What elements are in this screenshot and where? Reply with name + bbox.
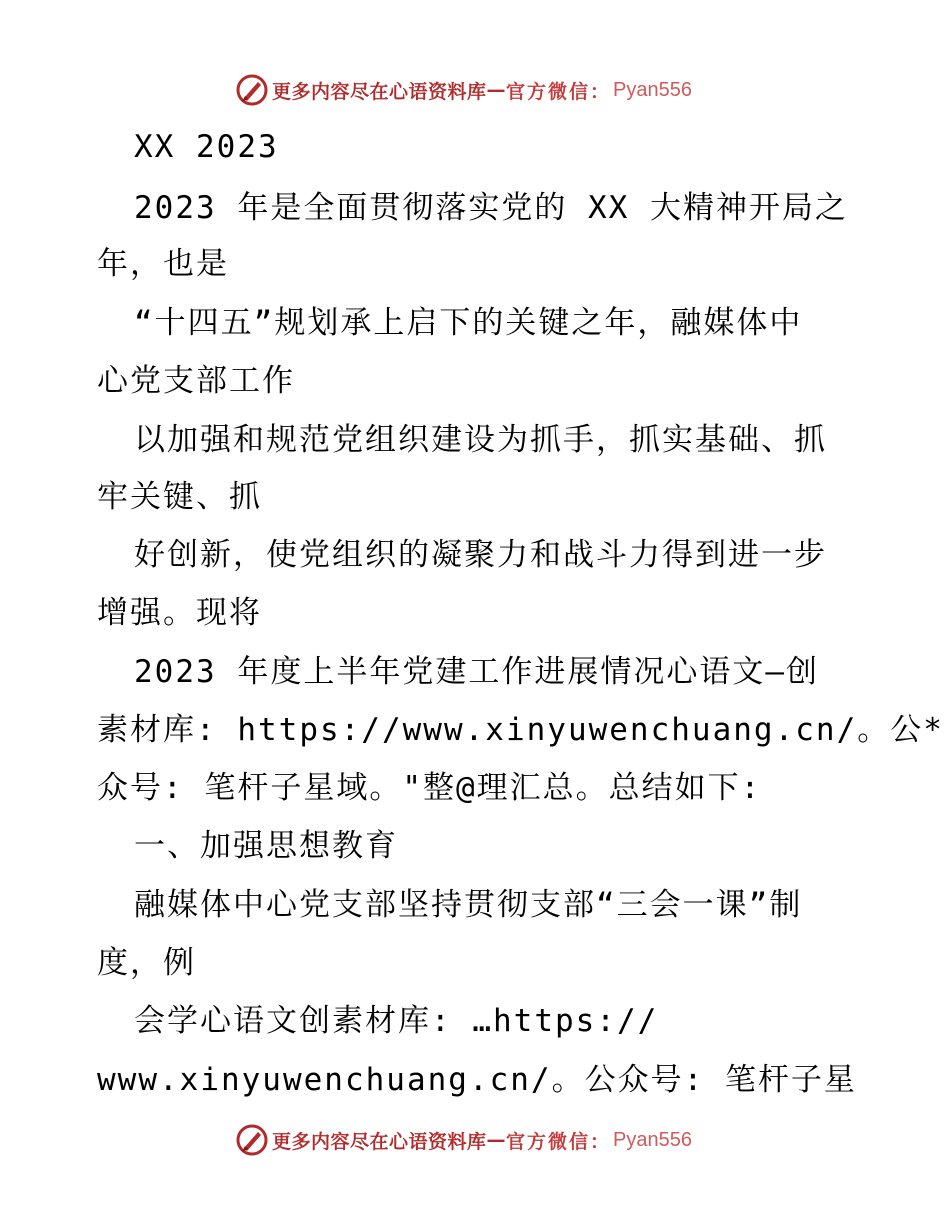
pen-logo-icon — [236, 1124, 268, 1156]
watermark-dash: — — [486, 79, 507, 101]
paragraph-line: 以加强和规范党组织建设为抓手，抓实基础、抓 — [134, 422, 827, 458]
section-heading: 一、加强思想教育 — [134, 828, 398, 864]
paragraph-line: “十四五”规划承上启下的关键之年，融媒体中 — [134, 305, 803, 341]
paragraph-line: 2023 年度上半年党建工作进展情况心语文—创 — [134, 654, 819, 690]
paragraph-line: 素材库: https://www.xinyuwenchuang.cn/。公* — [97, 712, 944, 748]
watermark-wechat-id: Pyan556 — [613, 78, 692, 101]
pen-logo-icon — [236, 74, 268, 106]
paragraph-line: 度，例 — [97, 945, 196, 981]
header-watermark — [236, 74, 692, 106]
footer-watermark — [236, 1124, 692, 1156]
watermark-wechat-id: Pyan556 — [613, 1128, 692, 1151]
paragraph-line: 众号: 笔杆子星域。"整@理汇总。总结如下: — [97, 770, 762, 806]
paragraph-line: 会学心语文创素材库: …https:// — [134, 1003, 659, 1039]
paragraph-line: www.xinyuwenchuang.cn/。公众号: 笔杆子星 — [97, 1062, 857, 1098]
watermark-dash: — — [486, 1129, 507, 1151]
watermark-text: 更多内容尽在心语资料库 — [272, 1130, 487, 1153]
watermark-wechat-label: 官方微信： — [506, 80, 612, 103]
paragraph-line: 增强。现将 — [97, 595, 262, 631]
paragraph-line: 心党支部工作 — [97, 363, 295, 399]
paragraph-line: 年，也是 — [97, 246, 229, 282]
paragraph-line: 牢关键、抓 — [97, 479, 262, 515]
watermark-wechat-label: 官方微信： — [506, 1130, 612, 1153]
paragraph-line: 好创新，使党组织的凝聚力和战斗力得到进一步 — [134, 537, 827, 573]
watermark-text: 更多内容尽在心语资料库 — [272, 80, 487, 103]
paragraph-line: 融媒体中心党支部坚持贯彻支部“三会一课”制 — [134, 887, 803, 923]
paragraph-line: 2023 年是全面贯彻落实党的 XX 大精神开局之 — [134, 190, 848, 226]
doc-title: XX 2023 — [134, 129, 279, 165]
